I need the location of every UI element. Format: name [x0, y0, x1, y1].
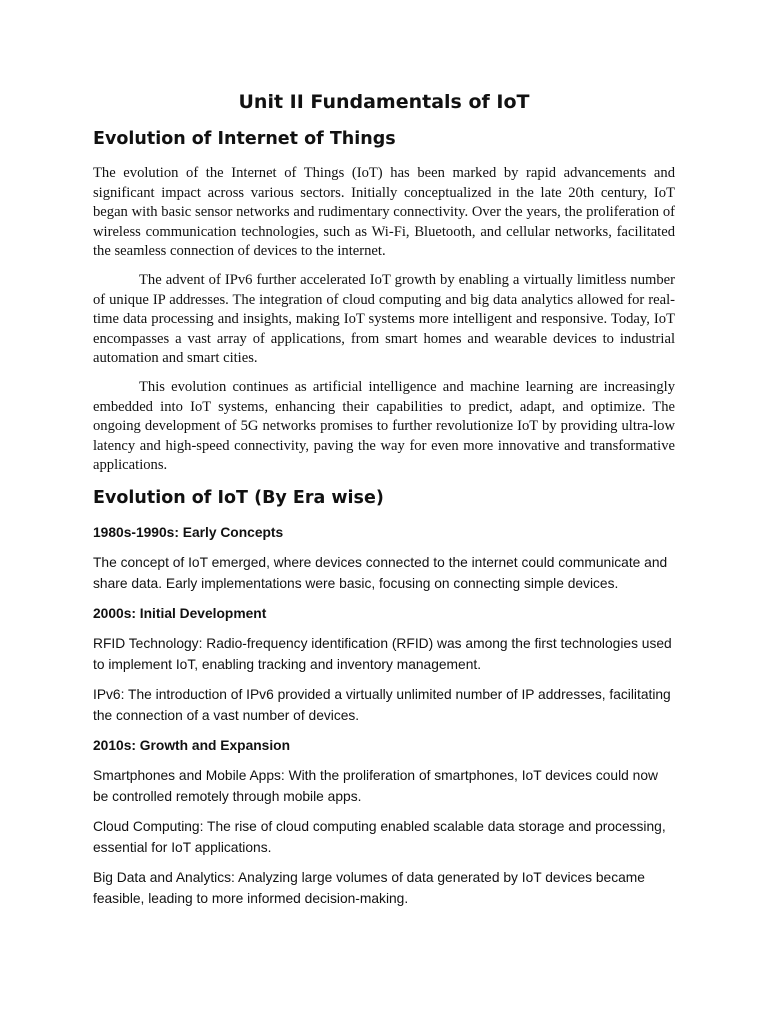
era-list: [93, 522, 675, 918]
era-heading: 2000s: Initial Development: [93, 606, 267, 621]
section-heading-era-wise: Evolution of IoT (By Era wise): [93, 488, 384, 508]
era-item: RFID Technology: Radio-frequency identification (RFID) was among the first technologies used to implement IoT, enabling tracking and inventory management.: [93, 636, 672, 672]
era-item: Big Data and Analytics: Analyzing large volumes of data generated by IoT devices became feasible, leading to more informed decision-making.: [93, 870, 645, 906]
era-heading: 1980s-1990s: Early Concepts: [93, 525, 284, 540]
page-title: Unit II Fundamentals of IoT: [238, 91, 530, 113]
era-item: Smartphones and Mobile Apps: With the proliferation of smartphones, IoT devices could now be controlled remotely through mobile apps.: [93, 768, 658, 804]
era-heading: 2010s: Growth and Expansion: [93, 738, 291, 753]
body-paragraph: The advent of IPv6 further accelerated IoT growth by enabling a virtually limitless number of unique IP addresses. The integration of cloud computing and big data analytics allowed for real-time data processing and insights, making IoT systems more intelligent and responsive. Today, IoT encompasses a vast array of applications, from smart homes and wearable devices to industrial automation and smart cities.: [93, 272, 675, 366]
body-paragraph: The evolution of the Internet of Things (IoT) has been marked by rapid advancements and significant impact across various sectors. Initially conceptualized in the late 20th century, IoT began with basic sensor networks and rudimentary connectivity. Over the years, the proliferation of wireless communication technologies, such as Wi-Fi, Bluetooth, and cellular networks, facilitated the seamless connection of devices to the internet.: [93, 165, 675, 259]
era-item: Cloud Computing: The rise of cloud computing enabled scalable data storage and processing, essential for IoT applications.: [93, 819, 666, 855]
section-heading-evolution: Evolution of Internet of Things: [93, 129, 396, 149]
body-paragraph: This evolution continues as artificial intelligence and machine learning are increasingly embedded into IoT systems, enhancing their capabilities to predict, adapt, and optimize. The ongoing development of 5G networks promises to further revolutionize IoT by providing ultra-low latency and high-speed connectivity, paving the way for even more innovative and transformative applications.: [93, 379, 675, 473]
era-item: The concept of IoT emerged, where devices connected to the internet could communicate and share data. Early implementations were basic, focusing on connecting simple devices.: [93, 555, 668, 591]
era-item: IPv6: The introduction of IPv6 provided a virtually unlimited number of IP addresses, facilitating the connection of a vast number of devices.: [93, 687, 671, 723]
